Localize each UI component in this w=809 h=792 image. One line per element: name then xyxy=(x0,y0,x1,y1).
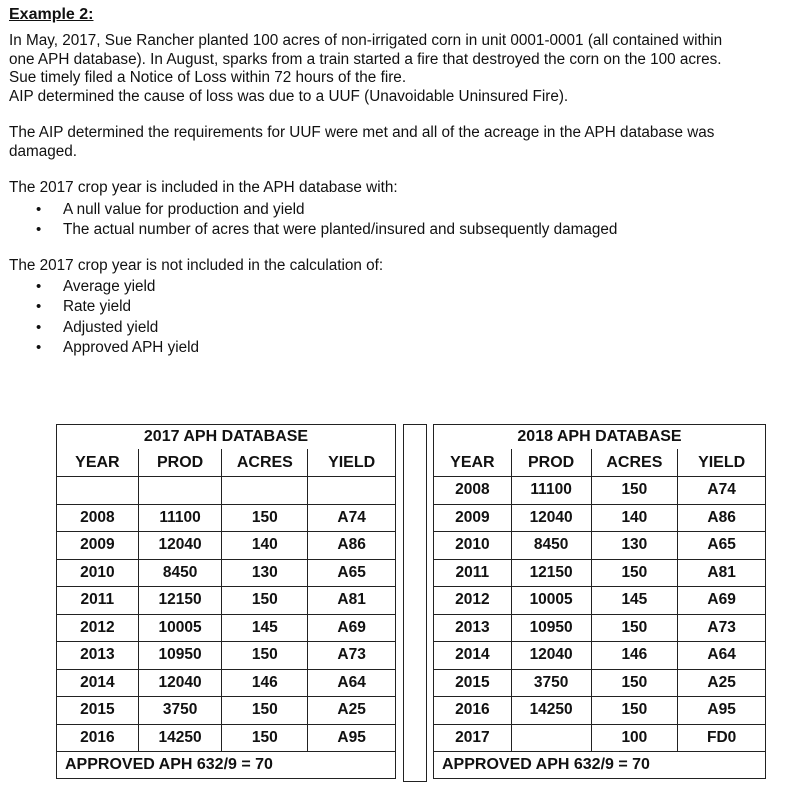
table-cell: 150 xyxy=(591,477,678,505)
table-cell: 2016 xyxy=(57,724,139,752)
table-row xyxy=(434,559,766,587)
table-cell: 2017 xyxy=(434,724,512,752)
table-row xyxy=(57,504,396,532)
table-cell: 10005 xyxy=(138,614,222,642)
approved-aph-footer: APPROVED APH 632/9 = 70 xyxy=(434,752,766,779)
table-row xyxy=(57,477,396,505)
table-cell: 150 xyxy=(591,614,678,642)
table-cell: 140 xyxy=(222,532,308,560)
table-cell: 2011 xyxy=(57,587,139,615)
text-line: one APH database). In August, sparks from a train started a fire that destroyed the corn on the 100 acres. xyxy=(9,50,722,68)
table-cell: 12040 xyxy=(138,669,222,697)
table-cell: 2015 xyxy=(434,669,512,697)
table-row xyxy=(434,532,766,560)
table-cell: 150 xyxy=(222,642,308,670)
list-item: • Rate yield xyxy=(63,297,804,317)
text-line: In May, 2017, Sue Rancher planted 100 acres of non-irrigated corn in unit 0001-0001 (all contained within xyxy=(9,32,723,49)
excluded-intro: The 2017 crop year is not included in the calculation of: xyxy=(9,256,384,274)
table-row xyxy=(434,669,766,697)
list-item: • Approved APH yield xyxy=(63,338,804,358)
table-cell: A73 xyxy=(308,642,396,670)
table-cell: 10950 xyxy=(511,614,591,642)
determination-paragraph xyxy=(9,124,804,161)
table-cell: 145 xyxy=(222,614,308,642)
table-cell: 12150 xyxy=(138,587,222,615)
table-cell: 150 xyxy=(222,697,308,725)
table-cell: 2008 xyxy=(57,504,139,532)
table-cell: A81 xyxy=(308,587,396,615)
table-row xyxy=(434,614,766,642)
table-cell: 150 xyxy=(222,587,308,615)
table-cell: 2012 xyxy=(434,587,512,615)
table-cell: 10950 xyxy=(138,642,222,670)
excluded-list xyxy=(9,277,804,358)
table-cell: A95 xyxy=(678,697,766,725)
list-item: • Adjusted yield xyxy=(63,318,804,338)
table-row xyxy=(57,587,396,615)
approved-aph-footer: APPROVED APH 632/9 = 70 xyxy=(57,752,396,779)
column-header: YIELD xyxy=(308,449,396,477)
table-cell: A73 xyxy=(678,614,766,642)
table-row xyxy=(434,587,766,615)
aph-2018-table xyxy=(433,424,766,779)
text-line: The AIP determined the requirements for UUF were met and all of the acreage in the APH database was xyxy=(9,124,715,141)
list-item: • The actual number of acres that were planted/insured and subsequently damaged xyxy=(63,220,804,240)
table-cell: 140 xyxy=(591,504,678,532)
table-cell: 2014 xyxy=(434,642,512,670)
table-cell: 150 xyxy=(222,724,308,752)
table-cell: 11100 xyxy=(511,477,591,505)
table-cell: 146 xyxy=(222,669,308,697)
column-header: YEAR xyxy=(57,449,139,477)
list-item: • A null value for production and yield xyxy=(63,200,804,220)
table-cell xyxy=(308,477,396,505)
table-row xyxy=(57,642,396,670)
table-cell: 150 xyxy=(591,697,678,725)
table-cell: 12150 xyxy=(511,559,591,587)
table-cell: 150 xyxy=(591,669,678,697)
table-cell: A86 xyxy=(678,504,766,532)
table-cell: A81 xyxy=(678,559,766,587)
table-row xyxy=(57,724,396,752)
table-cell: A65 xyxy=(308,559,396,587)
column-header: ACRES xyxy=(591,449,678,477)
table-cell: 12040 xyxy=(511,642,591,670)
intro-paragraph xyxy=(9,32,804,106)
column-header: YIELD xyxy=(678,449,766,477)
table-title: 2018 APH DATABASE xyxy=(434,425,766,450)
table-cell: A69 xyxy=(678,587,766,615)
excluded-section xyxy=(9,257,804,359)
included-section xyxy=(9,179,804,240)
table-cell: 14250 xyxy=(511,697,591,725)
text-line: Sue timely filed a Notice of Loss within 72 hours of the fire. xyxy=(9,69,407,86)
table-separator xyxy=(403,424,427,782)
table-cell: A74 xyxy=(308,504,396,532)
table-row xyxy=(434,724,766,752)
document xyxy=(9,6,804,358)
table-cell: 12040 xyxy=(511,504,591,532)
table-cell: A25 xyxy=(678,669,766,697)
table-cell: A64 xyxy=(308,669,396,697)
table-row xyxy=(434,477,766,505)
table-row xyxy=(57,614,396,642)
table-cell: 130 xyxy=(591,532,678,560)
column-header: PROD xyxy=(511,449,591,477)
table-row xyxy=(434,642,766,670)
table-cell: 2013 xyxy=(434,614,512,642)
table-cell: 150 xyxy=(591,559,678,587)
table-cell: 2013 xyxy=(57,642,139,670)
text-line: AIP determined the cause of loss was due to a UUF (Unavoidable Uninsured Fire). xyxy=(9,87,569,105)
table-cell xyxy=(222,477,308,505)
table-row xyxy=(57,697,396,725)
table-cell: 130 xyxy=(222,559,308,587)
table-cell: 2012 xyxy=(57,614,139,642)
table-cell: 2015 xyxy=(57,697,139,725)
table-cell: A95 xyxy=(308,724,396,752)
table-cell: 145 xyxy=(591,587,678,615)
table-cell: A65 xyxy=(678,532,766,560)
table-cell: 14250 xyxy=(138,724,222,752)
table-cell: 2016 xyxy=(434,697,512,725)
table-cell: 3750 xyxy=(138,697,222,725)
table-cell: A64 xyxy=(678,642,766,670)
table-cell: 8450 xyxy=(511,532,591,560)
table-cell: 12040 xyxy=(138,532,222,560)
table-cell: 2010 xyxy=(57,559,139,587)
included-intro: The 2017 crop year is included in the APH database with: xyxy=(9,179,398,196)
table-row xyxy=(57,669,396,697)
table-cell: 100 xyxy=(591,724,678,752)
table-cell: 2009 xyxy=(57,532,139,560)
table-cell: 2011 xyxy=(434,559,512,587)
table-cell: 150 xyxy=(222,504,308,532)
table-cell: 2008 xyxy=(434,477,512,505)
table-cell xyxy=(57,477,139,505)
table-cell: A86 xyxy=(308,532,396,560)
table-row xyxy=(57,532,396,560)
table-cell: 2014 xyxy=(57,669,139,697)
table-cell: 8450 xyxy=(138,559,222,587)
table-cell: A69 xyxy=(308,614,396,642)
text-line: damaged. xyxy=(9,142,78,160)
table-cell xyxy=(511,724,591,752)
table-cell: 11100 xyxy=(138,504,222,532)
table-cell xyxy=(138,477,222,505)
aph-2017-table xyxy=(56,424,396,779)
table-cell: 2010 xyxy=(434,532,512,560)
table-row xyxy=(434,697,766,725)
list-item: • Average yield xyxy=(63,277,804,297)
included-list xyxy=(9,200,804,240)
table-title: 2017 APH DATABASE xyxy=(57,425,396,450)
table-cell: 10005 xyxy=(511,587,591,615)
table-cell: A25 xyxy=(308,697,396,725)
table-row xyxy=(434,504,766,532)
column-header: ACRES xyxy=(222,449,308,477)
table-cell: A74 xyxy=(678,477,766,505)
example-heading: Example 2: xyxy=(9,6,94,23)
table-row xyxy=(57,559,396,587)
column-header: PROD xyxy=(138,449,222,477)
column-header: YEAR xyxy=(434,449,512,477)
table-cell: 146 xyxy=(591,642,678,670)
table-cell: FD0 xyxy=(678,724,766,752)
table-cell: 3750 xyxy=(511,669,591,697)
table-cell: 2009 xyxy=(434,504,512,532)
